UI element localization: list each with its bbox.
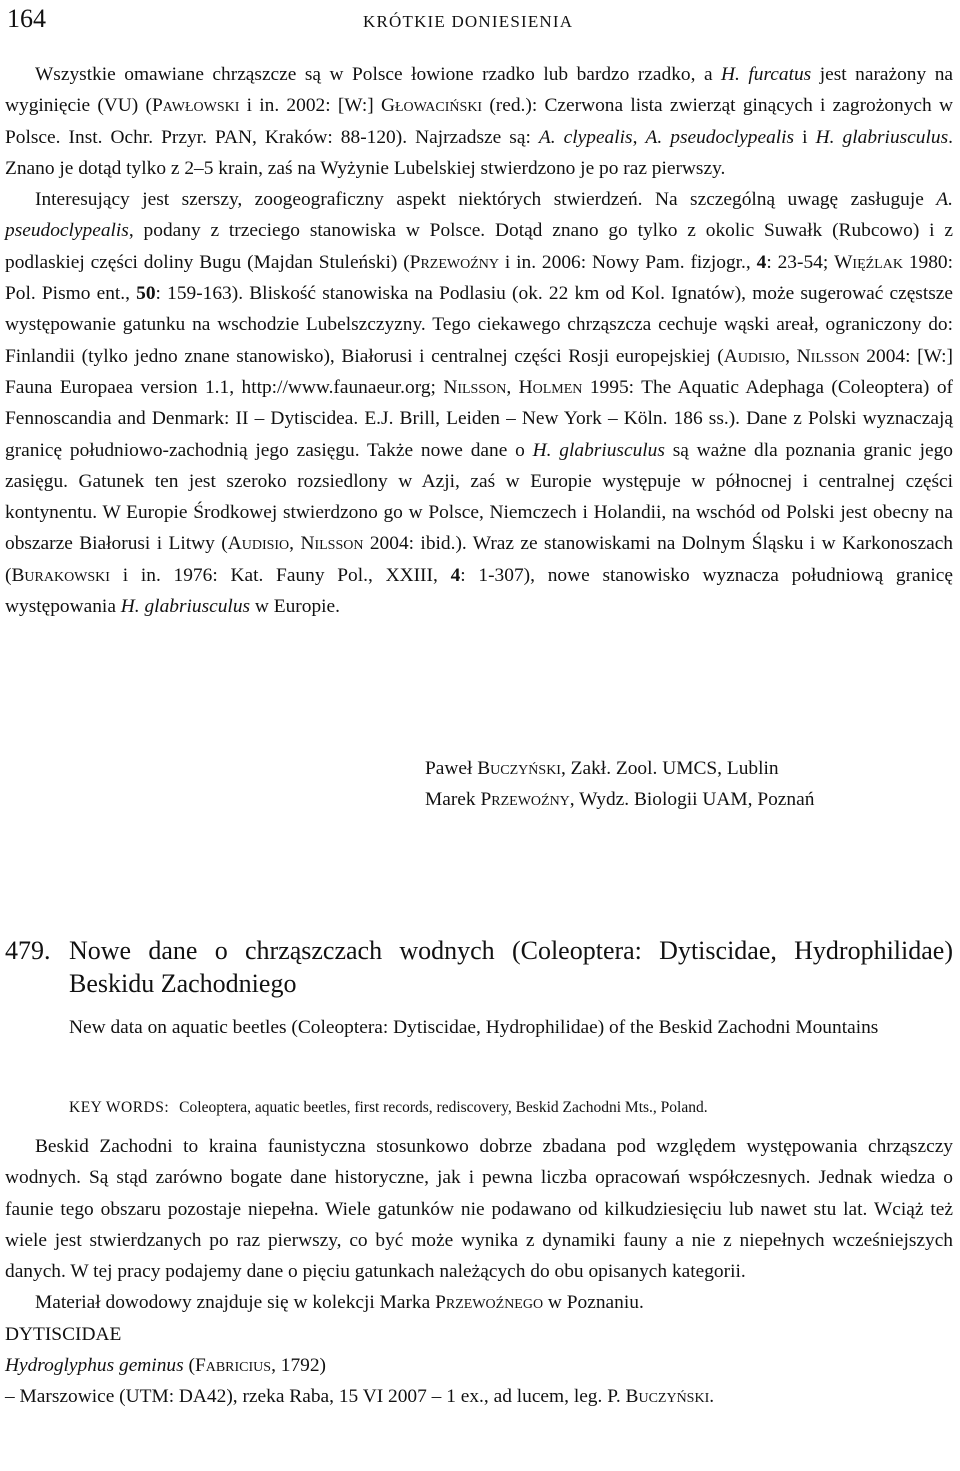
running-title: KRÓTKIE DONIESIENIA — [363, 12, 574, 31]
keywords-list: Coleoptera, aquatic beetles, first records, rediscovery, Beskid Zachodni Mts., Poland. — [179, 1099, 708, 1116]
signature-line: Marek Przewoźny, Wydz. Biologii UAM, Poznań — [425, 789, 815, 811]
english-title: New data on aquatic beetles (Coleoptera: Dytiscidae, Hydrophilidae) of the Beskid Zachodni Mountains — [69, 1017, 879, 1038]
zoogeo-paragraph: Interesujący jest szerszy, zoogeograficzny aspekt niektórych stwierdzeń. Na szczególną uwagę zasługuje A. pseudoclypealis, podany z trzeciego stanowiska w Polsce. Dotąd znano go tylko z okolic Suwałk (Rubcowo) i z podlaskiej części doliny Bugu (Majdan Stuleński) (Przewoźny i in. 2006: Nowy Pam. fizjogr., 4: 23-54; Więźlak 1980: Pol. Pismo ent., 50: 159-163). Bliskość stanowiska na Podlasiu (ok. 22 km od Kol. Ignatów), może sugerować częstsze występowanie gatunku na wschodzie Lubelszczyzny. Tego ciekawego chrząszcza cechuje wąski areał, ograniczony do: Finlandii (tylko jedno znane stanowisko), Białorusi i centralnej części Rosji europejskiej (Audisio, Nilsson 2004: [W:] Fauna Europaea version 1.1, http://www.faunaeur.org; Nilsson, Holmen 1995: The Aquatic Adephaga (Coleoptera) of Fennoscandia and Denmark: II – Dytiscidea. E.J. Brill, Leiden – New York – Köln. 186 ss.). Dane z Polski wyznaczają granicę południowo-zachodnią jego zasięgu. Także nowe dane o H. glabriusculus są ważne dla poznania granic jego zasięgu. Gatunek ten jest szeroko rozsiedlony w Azji, zaś w Europie występuje w północnej i centralnej części kontynentu. W Europie Środkowej stwierdzono go w Polsce, Niemczech i Holandii, na wschód od Polski jest obecny na obszarze Białorusi i Litwy (Audisio, Nilsson 2004: ibid.). Wraz ze stanowiskami na Dolnym Śląsku i w Karkonoszach (Burakowski i in. 1976: Kat. Fauny Pol., XXIII, 4: 1-307), nowe stanowisko wyznacza południową granicę występowania H. glabriusculus w Europie. — [5, 189, 954, 618]
previous-article-text — [5, 59, 953, 622]
section-heading: DYTISCIDAE — [5, 1323, 122, 1345]
keywords — [69, 1098, 953, 1118]
body-paragraph: Beskid Zachodni to kraina faunistyczna stosunkowo dobrze zbadana pod względem występowania chrząszczy wodnych. Są stąd zarówno bogate dane historyczne, jak i pewna liczba opracowań współczesnych. Jednak wiedza o faunie tego obszaru pozostaje niepełna. Wiele gatunków nie podawano od kilkudziesięciu lub nawet stu lat. Wciąż też wiele jest stwierdzanych po raz pierwszy, co być może wynika z dynamiki fauny a nie z niepełnych wcześniejszych danych. W tej pracy podajemy dane o pięciu gatunkach należących do obu opisanych kategorii. — [5, 1136, 953, 1283]
author-signatures — [425, 753, 814, 816]
article-title-text: Nowe dane o chrząszczach wodnych (Coleoptera: Dytiscidae, Hydrophilidae) Beskidu Zachodniego — [69, 936, 953, 998]
species-heading: Hydroglyphus geminus (Fabricius, 1792) — [5, 1355, 327, 1377]
page-header — [5, 4, 955, 36]
intro-paragraph: Wszystkie omawiane chrząszcze są w Polsce łowione rzadko lub bardzo rzadko, a H. furcatus jest narażony na wyginięcie (VU) (Pawłowski i in. 2002: [W:] Głowaciński (red.): Czerwona lista zwierząt ginących i zagrożonych w Polsce. Inst. Ochr. Przyr. PAN, Kraków: 88-120). Najrzadsze są: A. clypealis, A. pseudoclypealis i H. glabriusculus. Znano je dotąd tylko z 2–5 krain, zaś na Wyżynie Lubelskiej stwierdzono je po raz pierwszy. — [5, 64, 953, 179]
article-number: 479. — [5, 936, 51, 965]
keywords-label: KEY WORDS: — [69, 1099, 170, 1116]
material-paragraph: Materiał dowodowy znajduje się w kolekcji Marka Przewoźnego w Poznaniu. — [35, 1292, 644, 1314]
article-title — [5, 934, 953, 1000]
signature-line: Paweł Buczyński, Zakł. Zool. UMCS, Lublin — [425, 758, 779, 779]
record-line: – Marszowice (UTM: DA42), rzeka Raba, 15 VI 2007 – 1 ex., ad lucem, leg. P. Buczyński. — [5, 1386, 715, 1408]
article-body — [5, 1131, 953, 1413]
page-number: 164 — [7, 4, 46, 33]
